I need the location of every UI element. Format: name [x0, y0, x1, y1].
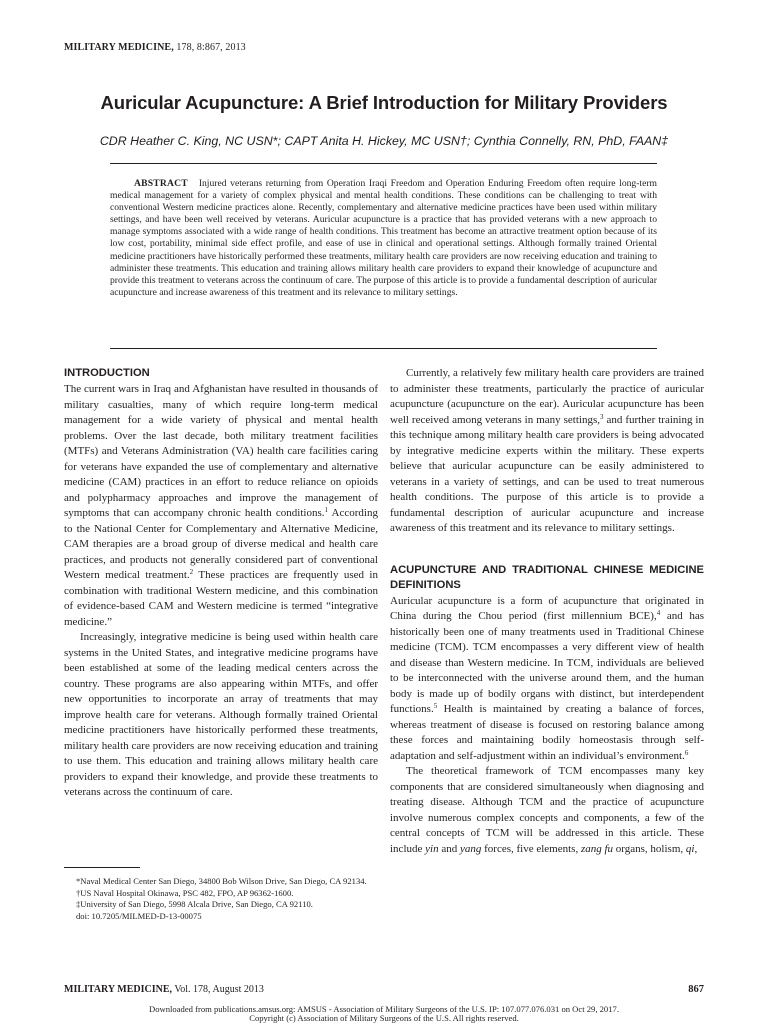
footnote-doi: doi: 10.7205/MILMED-D-13-00075 — [76, 910, 202, 921]
affiliation-footnotes — [64, 876, 382, 922]
abstract-text: Injured veterans returning from Operation Iraqi Freedom and Operation Enduring Freedom often require long-term medical management for a variety of complex physical and mental health conditions. These conditions can be challenging to treat with conventional Western medicine practices alone. Recently, complementary and alternative medicine practices have been used within military settings, and have been well received by veterans. Auricular acupuncture is a practice that has provided veterans with a new approach to manage symptoms associated with a wide range of health conditions. This treatment has become an attractive treatment option because of its low cost, portability, minimal side effect profile, and ease of use in clinical and operational settings. Although formally trained Oriental medicine practitioners have historically performed these treatments, military health care providers are now receiving education and training to administer these treatments. This education and training allows military health care providers to expand their knowledge of acupuncture and provide this treatment to veterans across the continuum of care. The purpose of this article is to provide a fundamental description of auricular acupuncture and increase awareness of this treatment and its relevance to military settings. — [110, 178, 658, 298]
footer-issue: Vol. 178, August 2013 — [174, 984, 264, 995]
author-list: CDR Heather C. King, NC USN*; CAPT Anita H. Hickey, MC USN†; Cynthia Connelly, RN, PhD, FAAN‡ — [99, 134, 669, 148]
term-yang: yang — [459, 842, 482, 855]
citation-ref: 5 — [433, 702, 438, 710]
footnote-affiliation-1: *Naval Medical Center San Diego, 34800 Bob Wilson Drive, San Diego, CA 92134. — [76, 876, 367, 886]
running-head-citation: 178, 8:867, 2013 — [176, 42, 246, 53]
term-zang-fu: zang fu — [580, 842, 614, 855]
body-text: The theoretical framework of TCM encompasses many key components that are considered simultaneously when diagnosing and treating disease. Although TCM and the practice of acupuncture involve numerous complex concepts and components, a few of the central concepts of TCM will be addressed in this article. These include — [390, 765, 704, 855]
citation-ref: 6 — [684, 748, 689, 757]
body-text: Auricular acupuncture is a form of acupuncture that originated in China during the Chou period (first millennium BCE), — [390, 594, 704, 622]
body-text: forces, five elements, — [481, 842, 581, 855]
footer-journal — [64, 984, 264, 995]
right-paragraph-1 — [390, 366, 704, 537]
copyright-notice: Copyright (c) Association of Military Surgeons of the U.S. All rights reserved. — [249, 1013, 519, 1023]
abstract-label: ABSTRACT — [134, 178, 188, 189]
footer-journal-name: MILITARY MEDICINE, — [64, 984, 172, 995]
body-text: and — [438, 842, 460, 855]
abstract — [110, 178, 657, 299]
abstract-bottom-rule — [110, 348, 657, 349]
right-paragraph-3 — [390, 764, 704, 857]
body-text: and further training in this technique among military health care providers is being advocated by integrative medicine experts within the military. These experts believe that auricular acupuncture can be easily administered to veterans in a variety of settings, and can be used to treat numerous health conditions. The purpose of this article is to provide a fundamental description of auricular acupuncture and increase awareness of this treatment and its relevance to military settings. — [390, 413, 704, 534]
left-column — [64, 366, 378, 801]
term-qi: qi — [685, 842, 695, 855]
intro-text: According to the National Center for Complementary and Alternative Medicine, CAM therapies are a broad group of diverse medical and health care practices, and products not generally considered part of conventional Western medical treatment. — [64, 507, 378, 581]
intro-paragraph-2: Increasingly, integrative medicine is being used within health care systems in the United States, and integrative medicine programs have been established at some of the leading medical centers across the country. These programs are also appearing within MTFs, and offer new opportunities to incorporate an array of treatments that may improve health care for veterans. Although formally trained Oriental medicine practitioners have historically performed these treatments, military health care providers are now receiving education and training to use them. This education and training allows military health care providers to expand their knowledge, and provide these treatments to veterans across the continuum of care. — [64, 631, 378, 798]
citation-ref: 3 — [600, 412, 604, 421]
body-text: organs, holism, — [613, 842, 686, 855]
right-column — [390, 366, 704, 857]
term-yin: yin — [425, 842, 439, 855]
running-head-journal: MILITARY MEDICINE, — [64, 42, 174, 53]
footnote-affiliation-3: ‡University of San Diego, 5998 Alcala Drive, San Diego, CA 92110. — [76, 899, 313, 910]
intro-text: These practices are frequently used in combination with traditional Western medicine, and this combination of evidence-based CAM and Western medicine is termed “integrative medicine.” — [64, 569, 378, 628]
section-heading-definitions: ACUPUNCTURE AND TRADITIONAL CHINESE MEDICINE DEFINITIONS — [390, 563, 704, 591]
article-title: Auricular Acupuncture: A Brief Introduction for Military Providers — [100, 92, 668, 113]
footnote-rule — [64, 867, 140, 868]
running-head — [64, 42, 246, 53]
citation-ref: 1 — [324, 506, 328, 514]
citation-ref: 4 — [656, 609, 661, 617]
intro-text: The current wars in Iraq and Afghanistan have resulted in thousands of military casualties, many of which require long-term medical management for a wide variety of physical and mental health problems. Over the last decade, both military treatment facilities (MTFs) and Veterans Administration (VA) health care facilities caring for veterans have expanded the use of complementary and alternative medicine (CAM) practices in an effort to reduce reliance on opioids and polypharmacy approaches and improve the management of symptoms that can accompany chronic health conditions. — [64, 383, 378, 519]
body-text: Health is maintained by creating a balance of forces, whereas treatment of disease is focused on restoring balance among these forces and maintaining bodily homeostasis through self-adaptation and self-adjustment within an individual’s environment. — [390, 703, 704, 762]
body-text: and has historically been one of many treatments used in Traditional Chinese medicine (TCM). TCM encompasses a very different view of health and disease than Western medicine. In TCM, individuals are believed to be interconnected with the universe around them, and the human body is made up of bodily organs with distinct, but interdependent functions. — [390, 610, 705, 715]
page-number: 867 — [688, 984, 704, 995]
abstract-top-rule — [110, 163, 657, 164]
citation-ref: 2 — [189, 568, 194, 576]
body-text: Currently, a relatively few military health care providers are trained to administer these treatments, particularly the practice of auricular acupuncture (acupuncture on the ear). Auricular acupuncture has been well received among veterans in many settings, — [390, 367, 704, 426]
download-notice: Downloaded from publications.amsus.org: AMSUS - Association of Military Surgeons of the U.S. IP: 107.077.076.031 on Oct 29, 2017. — [149, 1004, 619, 1014]
right-paragraph-2 — [390, 594, 704, 765]
section-heading-introduction: INTRODUCTION — [64, 367, 150, 379]
intro-paragraph-1 — [64, 382, 378, 630]
footnote-affiliation-2: †US Naval Hospital Okinawa, PSC 482, FPO, AP 96362-1600. — [76, 887, 294, 898]
body-text: , — [694, 842, 698, 855]
